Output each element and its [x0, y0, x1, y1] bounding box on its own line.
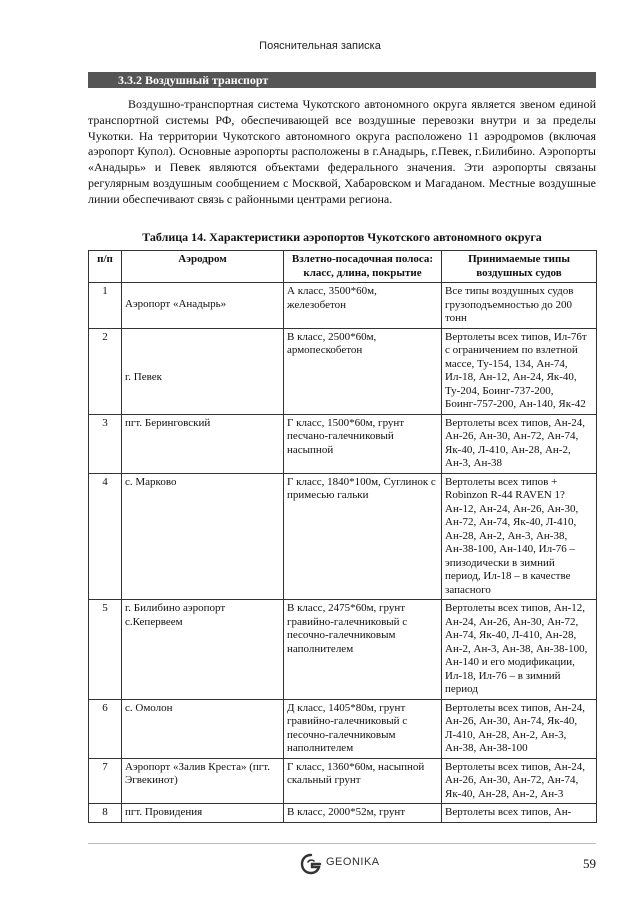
table-row — [89, 600, 597, 700]
geonika-logo-icon — [300, 853, 322, 875]
table-row — [89, 758, 597, 804]
row-runway: В класс, 2475*60м, грунт гравийно-галечниковый с песочно-галечниковым наполнителем — [284, 600, 442, 700]
row-runway: Д класс, 1405*80м, грунт гравийно-галечниковый с песочно-галечниковым наполнителем — [284, 699, 442, 758]
table-row — [89, 414, 597, 473]
row-aircraft: Все типы воздушных судов грузоподъемностью до 200 тонн — [442, 283, 597, 329]
row-aircraft: Вертолеты всех типов, Ан-24, Ан-26, Ан-30, Ан-74, Як-40, Л-410, Ан-28, Ан-2, Ан-3, Ан-38, Ан-38-100 — [442, 699, 597, 758]
header-runway: Взлетно-посадочная полоса: класс, длина, покрытие — [284, 251, 442, 283]
row-aircraft: Вертолеты всех типов + Robinzon R-44 RAVEN 1? Ан-12, Ан-24, Ан-26, Ан-30, Ан-72, Ан-74, Як-40, Л-410, Ан-28, Ан-2, Ан-3, Ан-38, Ан-38-100, Ан-140, Ил-76 – эпизодически в зимний период, Ил-18 – в качестве запасного — [442, 473, 597, 600]
row-aerodrome: Аэропорт «Залив Креста» (пгт. Эгвекинот) — [122, 758, 284, 804]
table-header-row — [89, 251, 597, 283]
row-aircraft: Вертолеты всех типов, Ан-12, Ан-24, Ан-26, Ан-30, Ан-72, Ан-74, Як-40, Л-410, Ан-28, Ан-2, Ан-3, Ан-38, Ан-38-100, Ан-140 и его модификации, Ил-18, Ил-76 – в зимний период — [442, 600, 597, 700]
row-runway: А класс, 3500*60м, железобетон — [284, 283, 442, 329]
page-number: 59 — [583, 856, 596, 871]
row-num: 2 — [89, 328, 122, 414]
row-aerodrome: Аэропорт «Анадырь» — [122, 283, 284, 329]
intro-paragraph: Воздушно-транспортная система Чукотского автономного округа является звеном единой транспортной системы РФ, обеспечивающей все воздушные перевозки внутри и за пределы Чукотки. На территории Чукотского автономного округа расположено 11 аэродромов (включая аэропорт Купол). Основные аэропорты расположены в г.Анадырь, г.Певек, г.Билибино. Аэропорты «Анадырь» и Певек являются объектами федерального значения. Эти аэропорты связаны регулярным воздушным сообщением с Москвой, Хабаровском и Магаданом. Местные воздушные линии обеспечивают связь с районными центрами региона. — [88, 97, 596, 206]
table-row — [89, 473, 597, 600]
table-caption: Таблица 14. Характеристики аэропортов Чукотского автономного округа — [142, 230, 542, 244]
header-aircraft: Принимаемые типы воздушных судов — [442, 251, 597, 283]
header-aerodrome: Аэродром — [122, 251, 284, 283]
row-aerodrome: с. Омолон — [122, 699, 284, 758]
row-num: 7 — [89, 758, 122, 804]
row-num: 3 — [89, 414, 122, 473]
table-row — [89, 804, 597, 823]
header-num: п/п — [89, 251, 122, 283]
row-num: 5 — [89, 600, 122, 700]
row-aircraft: Вертолеты всех типов, Ил-76т с ограничением по взлетной массе, Ту-154, 134, Ан-74, Ил-18, Ан-12, Ан-24, Як-40, Ту-204, Боинг-737-200, Боинг-757-200, Ан-140, Як-42 — [442, 328, 597, 414]
row-aircraft: Вертолеты всех типов, Ан-24, Ан-26, Ан-30, Ан-72, Ан-74, Як-40, Ан-28, Ан-2, Ан-3 — [442, 758, 597, 804]
row-aerodrome: с. Марково — [122, 473, 284, 600]
row-runway: В класс, 2000*52м, грунт — [284, 804, 442, 823]
table-row — [89, 328, 597, 414]
row-runway: В класс, 2500*60м, армопескобетон — [284, 328, 442, 414]
row-aerodrome: г. Певек — [122, 328, 284, 414]
row-runway: Г класс, 1500*60м, грунт песчано-галечниковый насыпной — [284, 414, 442, 473]
document-header-title: Пояснительная записка — [259, 40, 381, 52]
row-runway: Г класс, 1840*100м, Суглинок с примесью гальки — [284, 473, 442, 600]
row-aircraft: Вертолеты всех типов, Ан-24, Ан-26, Ан-30, Ан-72, Ан-74, Як-40, Л-410, Ан-28, Ан-2, Ан-3, Ан-38 — [442, 414, 597, 473]
section-heading: 3.3.2 Воздушный транспорт — [118, 73, 269, 87]
row-num: 4 — [89, 473, 122, 600]
row-num: 1 — [89, 283, 122, 329]
row-aerodrome: пгт. Провидения — [122, 804, 284, 823]
footer-divider — [88, 843, 596, 844]
section-heading-bar — [88, 72, 596, 88]
row-aerodrome: г. Билибино аэропорт с.Кепервеем — [122, 600, 284, 700]
row-num: 8 — [89, 804, 122, 823]
airports-table — [88, 250, 597, 823]
row-num: 6 — [89, 699, 122, 758]
row-aerodrome: пгт. Беринговский — [122, 414, 284, 473]
row-runway: Г класс, 1360*60м, насыпной скальный грунт — [284, 758, 442, 804]
table-row — [89, 699, 597, 758]
row-aircraft: Вертолеты всех типов, Ан- — [442, 804, 597, 823]
geonika-logo-text: GEONIKA — [326, 856, 380, 868]
table-row — [89, 283, 597, 329]
